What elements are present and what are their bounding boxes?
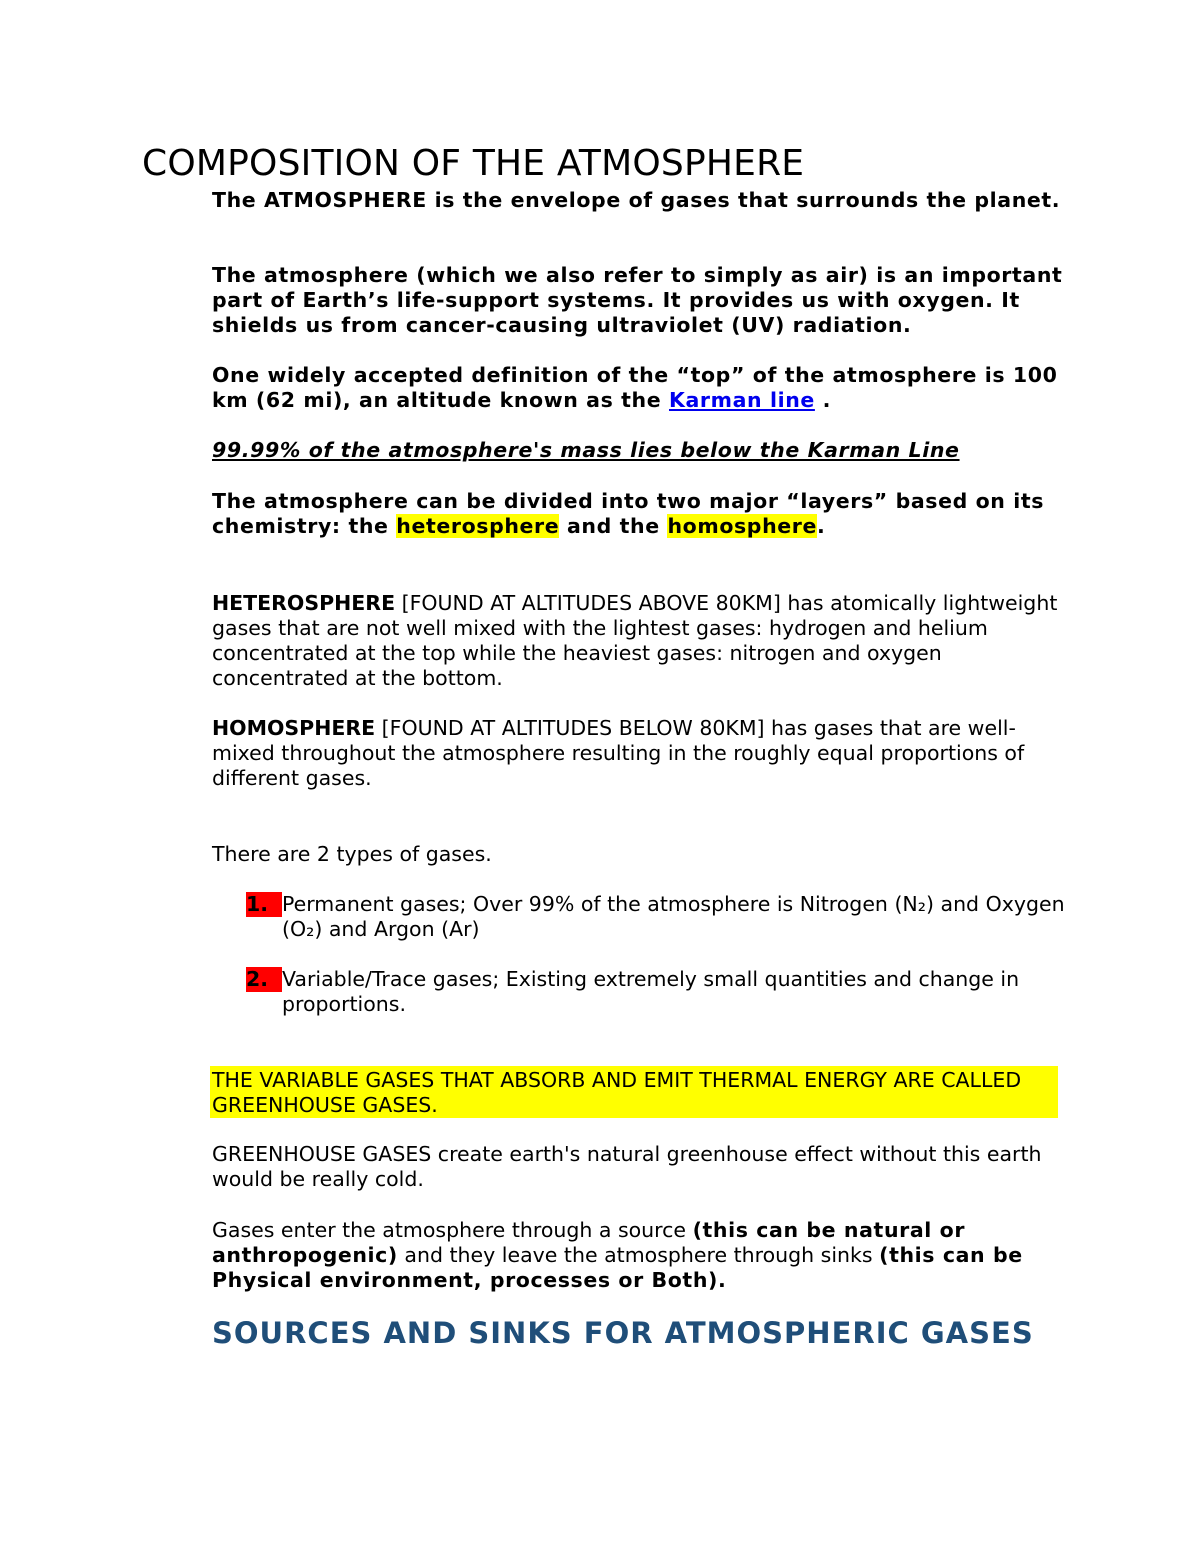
list-item: [246, 967, 1066, 1017]
intro-definition: [212, 188, 1072, 213]
homosphere-text: [FOUND AT ALTITUDES BELOW 80KM] has gases that are well-mixed throughout the atmosphere resulting in the roughly equal proportions of different gases.: [212, 716, 1025, 790]
types-intro: [212, 842, 1072, 867]
list-text: Permanent gases; Over 99% of the atmosphere is Nitrogen (N₂) and Oxygen (O₂) and Argon (Ar): [282, 892, 1065, 941]
heterosphere-term: HETEROSPHERE: [212, 591, 396, 615]
heterosphere-highlight: heterosphere: [396, 514, 560, 538]
sources-paragraph: [212, 1218, 1072, 1293]
intro-line-2: The atmosphere (which we also refer to simply as air) is an important part of Earth’s life-support systems. It provides us with oxygen. It shields us from cancer-causing ultraviolet (UV) radiation.: [212, 263, 1063, 337]
karman-suffix: .: [814, 388, 832, 412]
list-number: 2.: [246, 967, 282, 992]
layers-end: .: [817, 514, 826, 538]
sources-text-d: (this can be Physical environment, processes or Both).: [212, 1243, 1023, 1292]
layers-paragraph: [212, 489, 1072, 539]
homosphere-paragraph: [212, 716, 1072, 791]
greenhouse-paragraph: [212, 1142, 1072, 1192]
karman-line-link[interactable]: Karman line: [669, 388, 815, 412]
mass-paragraph: [212, 438, 1072, 463]
layers-prefix: The atmosphere can be divided into two major “layers” based on its chemistry: the: [212, 489, 1045, 538]
document-title: COMPOSITION OF THE ATMOSPHERE: [142, 143, 805, 184]
types-intro-text: There are 2 types of gases.: [212, 842, 492, 866]
sources-text-c: and they leave the atmosphere through sinks: [397, 1243, 880, 1267]
intro-importance: [212, 263, 1072, 338]
heterosphere-paragraph: [212, 591, 1072, 691]
sources-text-a: Gases enter the atmosphere through a source: [212, 1218, 693, 1242]
homosphere-highlight: homosphere: [667, 514, 817, 538]
heterosphere-text: [FOUND AT ALTITUDES ABOVE 80KM] has atomically lightweight gases that are not well mixed with the lightest gases: hydrogen and helium concentrated at the top while the heaviest gases: nitrogen and oxygen concentrated at the bottom.: [212, 591, 1058, 690]
greenhouse-text: GREENHOUSE GASES create earth's natural greenhouse effect without this earth would be really cold.: [212, 1142, 1042, 1191]
list-text: Variable/Trace gases; Existing extremely small quantities and change in proportions.: [282, 967, 1020, 1016]
greenhouse-banner: THE VARIABLE GASES THAT ABSORB AND EMIT THERMAL ENERGY ARE CALLED GREENHOUSE GASES.: [210, 1066, 1058, 1118]
mass-line: 99.99% of the atmosphere's mass lies below the Karman Line: [212, 438, 960, 462]
karman-paragraph: [212, 363, 1072, 413]
sources-text-b: (this can be natural or anthropogenic): [212, 1218, 966, 1267]
sources-sinks-heading: SOURCES AND SINKS FOR ATMOSPHERIC GASES: [212, 1316, 1034, 1350]
list-item: [246, 892, 1066, 942]
layers-mid: and the: [559, 514, 668, 538]
karman-prefix: One widely accepted definition of the “top” of the atmosphere is 100 km (62 mi), an altitude known as the: [212, 363, 1058, 412]
homosphere-term: HOMOSPHERE: [212, 716, 376, 740]
list-number: 1.: [246, 892, 282, 917]
intro-line-1: The ATMOSPHERE is the envelope of gases that surrounds the planet.: [212, 188, 1061, 212]
